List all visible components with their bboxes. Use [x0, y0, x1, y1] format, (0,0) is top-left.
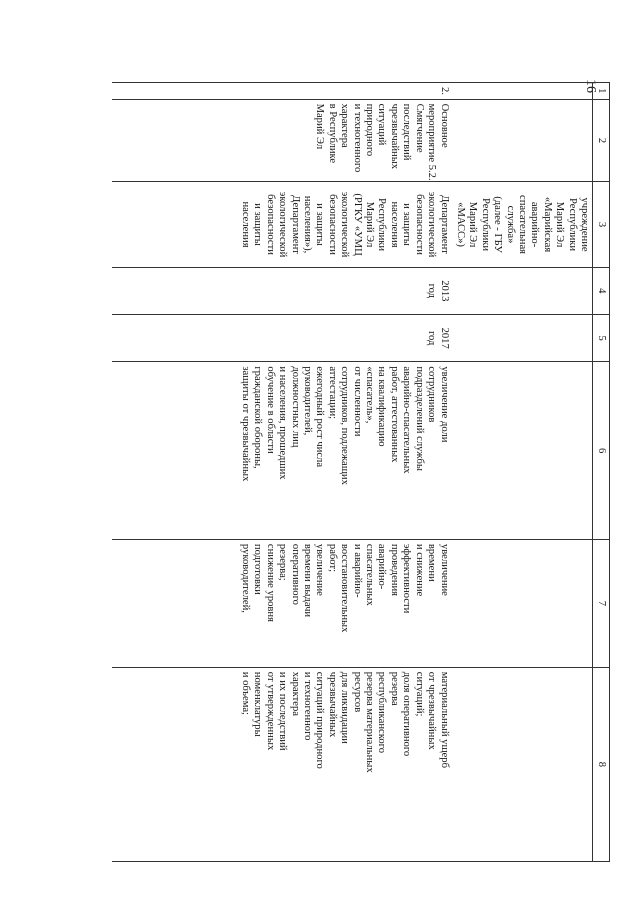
header-row — [593, 83, 610, 862]
cell-text-line: ежегодный рост числа — [314, 366, 326, 468]
cell-text-line: и снижение — [413, 543, 425, 597]
cell-text-line: Департамент — [289, 195, 301, 254]
cell-text-line: и их последствий — [277, 671, 289, 751]
cell-text-line: последствий — [401, 103, 413, 161]
table-row-main — [112, 83, 452, 862]
cell-text-line: оперативного — [289, 543, 301, 605]
header-cell-8: 8 — [593, 667, 610, 861]
cell-text-line: ситуаций; — [413, 671, 425, 717]
cell-text-line: гражданской обороны, — [252, 366, 264, 469]
cell-end-year — [112, 315, 452, 362]
cell-text-line: и объема; — [240, 671, 252, 715]
cell-text-line: Марий Эл — [314, 103, 326, 150]
cell-text-line: безопасности — [413, 194, 425, 255]
cell-consequences — [112, 539, 452, 667]
header-cell-4: 4 — [593, 267, 610, 314]
cell — [452, 315, 593, 362]
cell — [452, 539, 593, 667]
cell-text-line: населения — [388, 201, 400, 248]
cell-text-line: сотрудников, подлежащих — [339, 366, 351, 485]
header-cell-1: 1 — [593, 83, 610, 100]
header-cell-2: 2 — [593, 99, 610, 182]
cell-text-line: Смягчение — [413, 103, 425, 153]
cell-text-line: республиканского — [376, 671, 388, 753]
cell-text-line: от чрезвычайных — [426, 671, 438, 750]
cell-text-line: спасательная — [516, 195, 528, 255]
cell-text-line: экологической — [426, 191, 438, 258]
cell-text-line: и населения, прошедших — [277, 366, 289, 480]
cell-text-line: населения»), — [302, 195, 314, 254]
cell — [452, 362, 593, 540]
cell-text-line: мероприятие 5.2. — [426, 103, 438, 181]
cell-text-line: руководителей, — [302, 366, 314, 436]
cell-text-line: времени выдачи — [302, 543, 314, 618]
cell-text-line: снижение уровня — [264, 543, 276, 622]
table-row-continuation — [452, 83, 593, 862]
cell-text-line: Департамент — [438, 195, 450, 254]
cell-text-line: резерва — [388, 671, 400, 706]
cell-text-line: чрезвычайных — [388, 103, 400, 170]
page-number: 16 — [583, 79, 598, 93]
cell-text-line: год — [426, 283, 438, 299]
cell-text-line: и аварийно- — [351, 543, 363, 598]
measures-table — [112, 82, 610, 862]
cell — [452, 83, 593, 100]
cell-text-line: в Республике — [326, 103, 338, 164]
cell-indicators — [112, 667, 452, 861]
cell-text-line: «спасатель», — [364, 366, 376, 424]
cell-text-line: восстановительных — [339, 543, 351, 633]
cell-text-line: номенклатуры — [252, 671, 264, 737]
cell-text-line: и техногенного — [302, 671, 314, 741]
cell-text-line: времени — [426, 543, 438, 582]
cell — [452, 267, 593, 314]
cell-text-line: работ; — [326, 543, 338, 573]
cell — [452, 99, 593, 182]
cell-text-line: руководителей, — [240, 543, 252, 613]
cell-text-line: 2017 — [438, 327, 450, 349]
cell-text-line: резерва; — [277, 543, 289, 581]
cell-text-line: и защиты — [401, 203, 413, 246]
cell-number: 2. — [112, 83, 452, 100]
header-cell-3: 3 — [593, 182, 610, 267]
cell-text-line: населения — [240, 201, 252, 248]
cell-text-line: и защиты — [314, 203, 326, 246]
cell-text-line: Республики — [376, 197, 388, 252]
cell-text-line: увеличение — [314, 543, 326, 596]
cell-text-line: экологической — [277, 191, 289, 258]
cell-text-line: материальный ущерб — [438, 671, 450, 768]
cell-text-line: работ, аттестованных — [388, 366, 400, 463]
cell-text-line: безопасности — [326, 194, 338, 255]
cell-text-line: 2013 — [438, 280, 450, 302]
cell-text-line: резерва материальных — [364, 671, 376, 773]
cell-text-line: характера — [289, 671, 301, 716]
cell-text-line: защиты от чрезвычайных — [240, 366, 252, 482]
cell-text-line: и техногенного — [351, 103, 363, 173]
cell-text-line: обучение в области — [264, 366, 276, 454]
cell-text-line: проведения — [388, 543, 400, 596]
cell-text-line: безопасности — [264, 194, 276, 255]
cell-text-line: чрезвычайных — [326, 671, 338, 738]
rotated-table-container — [112, 82, 610, 862]
cell-text-line: «МАСС») — [454, 202, 466, 247]
cell-text-line: от утвержденных — [264, 671, 276, 751]
cell-text-line: и защиты — [252, 203, 264, 246]
cell-text-line: ситуаций природного — [314, 671, 326, 769]
cell-text-line: «Марийская — [541, 196, 553, 253]
cell-executor-continuation — [452, 182, 593, 267]
cell-text-line: год — [426, 330, 438, 346]
cell-text-line: экологической — [339, 191, 351, 258]
cell-text-line: Марий Эл — [467, 201, 479, 248]
cell-text-line: Республики — [479, 197, 491, 252]
cell-text-line: на квалификацию — [376, 366, 388, 447]
cell-text-line: Основное — [438, 103, 450, 148]
header-cell-7: 7 — [593, 539, 610, 667]
cell-text-line: аварийно- — [376, 543, 388, 590]
cell-text-line: спасательных — [364, 543, 376, 606]
cell-text-line: (далее - ГБУ — [492, 196, 504, 253]
cell-text-line: ситуаций — [376, 103, 388, 146]
cell-text-line: Республики — [566, 197, 578, 252]
cell-text-line: характера — [339, 103, 351, 148]
cell-executor — [112, 182, 452, 267]
cell-text-line: аттестации; — [326, 366, 338, 420]
cell-text-line: должностных лиц — [289, 366, 301, 448]
cell-text-line: Марий Эл — [364, 201, 376, 248]
header-cell-5: 5 — [593, 315, 610, 362]
cell-text-line: ресурсов — [351, 671, 363, 713]
cell-text-line: подготовки — [252, 543, 264, 595]
cell-text-line: подразделений службы — [413, 366, 425, 471]
cell-text-line: аварийно-спасательных — [401, 366, 413, 474]
cell-text-line: для ликвидации — [339, 671, 351, 744]
cell-text-line: от численности — [351, 366, 363, 437]
cell — [452, 667, 593, 861]
cell-text-line: доля оперативного — [401, 671, 413, 757]
cell-text-line: природного — [364, 103, 376, 157]
cell-measure-name — [112, 99, 452, 182]
cell-text-line: эффективности — [401, 543, 413, 614]
cell-text-line: (РГКУ «УМЦ — [351, 193, 363, 256]
cell-text-line: увеличение — [438, 543, 450, 596]
cell-text-line: Марий Эл — [554, 201, 566, 248]
cell-text-line: увеличение доли — [438, 366, 450, 443]
cell-text-line: учреждение — [579, 197, 590, 252]
cell-start-year — [112, 267, 452, 314]
cell-expected-results — [112, 362, 452, 540]
header-cell-6: 6 — [593, 362, 610, 540]
cell-text-line: служба» — [504, 205, 516, 244]
cell-text-line: сотрудников — [426, 366, 438, 423]
cell-text-line: аварийно- — [529, 201, 541, 248]
